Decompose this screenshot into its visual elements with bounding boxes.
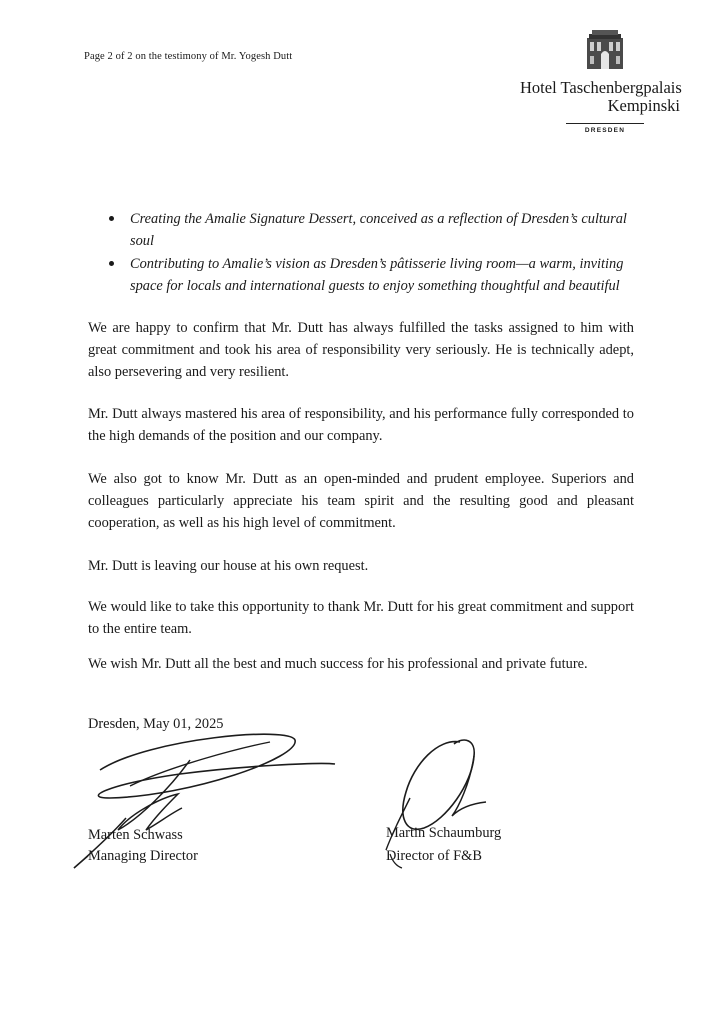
logo-divider [566,123,644,124]
paragraph-performance: Mr. Dutt always mastered his area of responsibility, and his performance fully corresponded to the high demands of the position and our company. [88,406,634,444]
paragraph-leaving: Mr. Dutt is leaving our house at his own request. [88,558,369,574]
signatory-1-name: Marten Schwass [88,827,183,843]
hotel-name-line2: Kempinski [607,96,680,115]
signatory-1-title: Managing Director [88,848,198,864]
page-header: Page 2 of 2 on the testimony of Mr. Yogesh Dutt [84,51,293,62]
signature-1-icon [70,718,340,878]
paragraph-wishes: We wish Mr. Dutt all the best and much success for his professional and private future. [88,656,588,672]
hotel-name-line1: Hotel Taschenbergpalais [520,78,682,97]
bullet-item: Creating the Amalie Signature Dessert, conceived as a reflection of Dresden’s cultural soul [108,208,648,252]
place-date: Dresden, May 01, 2025 [88,716,224,732]
paragraph-teamwork: We also got to know Mr. Dutt as an open-minded and prudent employee. Superiors and colleagues particularly appreciate his team spirit and the resulting good and pleasant cooperation, as well as his high level of commitment. [88,471,634,531]
paragraph-commitment: We are happy to confirm that Mr. Dutt has always fulfilled the tasks assigned to him with great commitment and took his area of responsibility very seriously. He is technically adept, also persevering and very resilient. [88,320,634,380]
paragraph-thanks: We would like to take this opportunity to thank Mr. Dutt for his great commitment and support to the entire team. [88,599,634,637]
logo-city: DRESDEN [584,127,626,134]
bullet-item: Contributing to Amalie’s vision as Dresden’s pâtisserie living room—a warm, inviting space for locals and international guests to enjoy something thoughtful and beautiful [108,253,648,297]
task-bullet-list [108,208,648,298]
signature-2-icon [376,734,516,874]
hotel-name [520,79,680,115]
signatory-2-title: Director of F&B [386,848,482,864]
signatory-2-name: Martin Schaumburg [386,825,502,841]
palace-emblem-icon [586,30,624,70]
